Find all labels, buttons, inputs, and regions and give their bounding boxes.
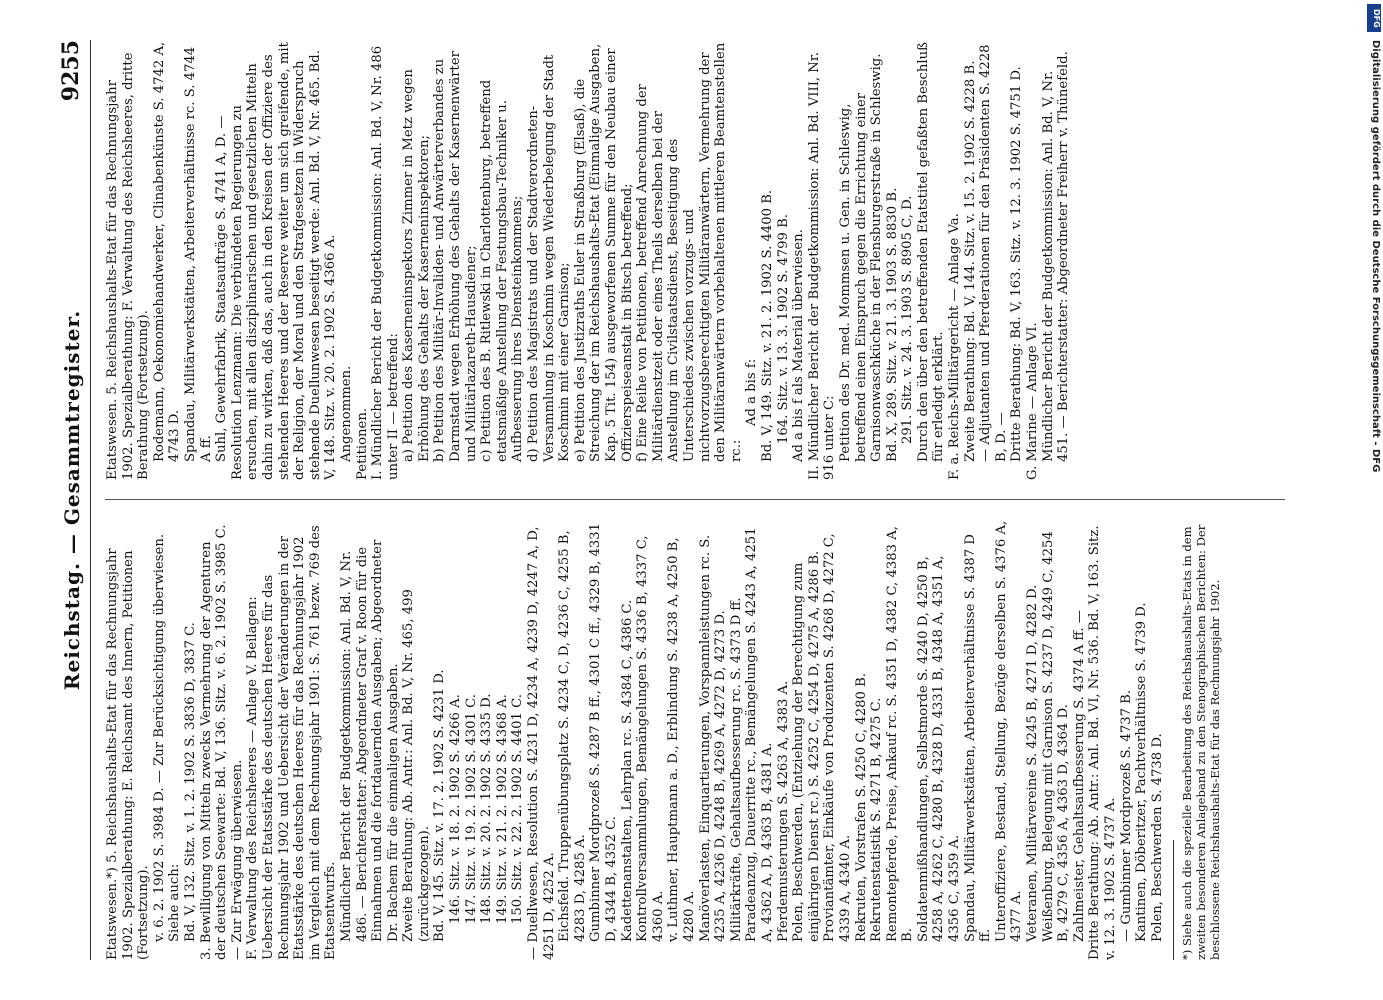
index-entry: Resolution Lenzmann: Die verbündeten Regierungen zu ersuchen, mit allen disziplinarischen und gesetzlichen Mitteln dahin zu wirken, daß das, auch in den Kreisen der Offiziere des stehenden Heeres und der Reserve weiter um sich greifende, mit der Religion, der Moral und den Strafgesetzen in Widerspruch stehende Duellunwesen beseitigt werde: Anl. Bd. V, Nr. 465. Bd. V, 148. Sitz. v. 20. 2. 1902 S. 4366 A. [229, 42, 339, 480]
index-entry: Angenommen. [338, 365, 354, 462]
index-entry: Zweite Berathung: Ab. Antr.: Anl. Bd. V, Nr. 465, 499 (zurückgezogen). [401, 589, 432, 942]
index-entry: 149. Sitz. v. 21. 2. 1902 S. 4368 A. [494, 694, 510, 924]
index-entry: Ad a bis f als Material überwiesen. [791, 229, 807, 462]
index-entry: e) Petition des Justizraths Euler in Straßburg (Elsaß), die Streichung der im Reichshaushalts-Etat (Einmalige Ausgaben, Kap. 5 Tit. 154) ausgeworfenen Summe für den Neubau einer Offizierspeiseanstalt in Bitsch betreffend; [572, 43, 635, 462]
index-entry: Mündlicher Bericht der Budgetkommission: Anl. Bd. V, Nr. 451. — Berichterstatter: Abgeordneter Freiherr v. Thünefeld. [1040, 51, 1072, 462]
index-entry: Zahlmeister, Gehaltsaufbesserung S. 4374 A ff. — [1071, 610, 1087, 942]
column-divider [105, 499, 1285, 500]
index-entry: Polen, Beschwerden S. 4738 D. [1149, 733, 1165, 942]
index-entry: Soldatenmißhandlungen, Selbstmorde S. 4240 D, 4250 B, 4258 A, 4262 C, 4280 B, 4328 D, 4331 B, 4348 A, 4351 A, 4356 C, 4359 A. [915, 555, 963, 942]
index-entry: Dritte Berathung: Bd. V, 163. Sitz. v. 12. 3. 1902 S. 4751 D. [1009, 66, 1025, 462]
index-entry: c) Petition des B. Ritlewski in Charlottenburg, betreffend etatsmäßige Anstellung der Festungsbau-Techniker u. Aufbesserung ihres Diensteinkommens; [479, 79, 526, 462]
index-entry: I. Mündlicher Bericht der Budgetkommission: Anl. Bd. V, Nr. 486 unter II — betreffend: [370, 45, 401, 480]
index-entry: F. a. Reichs-Militärgericht — Anlage Va. [947, 213, 963, 480]
index-entry: Kontrollversammlungen, Bemängelungen S. 4336 B, 4337 C, 4360 A. [635, 535, 666, 942]
index-entry: Petitionen. [354, 407, 370, 480]
index-entry: 148. Sitz. v. 20. 2. 1902 S. 4335 D. [479, 693, 495, 924]
index-entry: Kantinen, Döberitzer, Pachtverhältnisse S. 4739 D. [1134, 602, 1150, 942]
index-entry: Bd. V, 145. Sitz. v. 17. 2. 1902 S. 4231 D. [432, 669, 448, 942]
index-entry: Etatswesen. 5. Reichshaushalts-Etat für das Rechnungsjahr 1902. Spezialberathung: F. Verwaltung des Reichsheeres, dritte Berathung (Fortsetzung). [105, 52, 152, 480]
right-column [105, 40, 1295, 480]
page-header [50, 40, 91, 960]
index-entry: Militärkräfte, Gehaltsaufbesserung rc. S. 4373 D ff. [728, 597, 744, 942]
index-entry: Etatswesen.*) 5. Reichshaushalts-Etat für das Rechnungsjahr 1902. Spezialberathung: E. Reichsamt des Innern, Petitionen (Fortsetzung). [105, 548, 152, 960]
index-entry: v. Luthmer, Hauptmann a. D., Erblindung S. 4238 A, 4250 B, 4280 A. [666, 537, 697, 942]
index-entry: v. 6. 2. 1902 S. 3984 D. — Zur Berücksichtigung überwiesen. [151, 533, 167, 942]
running-title: Reichstag. — Gesammtregister. [60, 309, 84, 691]
index-entry: Rodemann, Oekonomiehandwerker, Clinabenkünste S. 4742 A, 4743 D. [151, 41, 183, 462]
index-entry: G. Marine — Anlage VI. [1025, 322, 1041, 480]
index-entry: Bd. V, 132. Sitz. v. 1. 2. 1902 S. 3836 D, 3837 C. [182, 622, 198, 942]
index-entry: Gumbinner Mordprozeß S. 4287 B ff., 4301 C ff., 4329 B, 4331 D, 4344 B, 4352 C. [588, 522, 619, 942]
index-entry: 291. Sitz. v. 24. 3. 1903 S. 8905 C, D. [900, 195, 916, 444]
index-entry: 3. Bewilligung von Mitteln zwecks Vermehrung der Agenturen der deutschen Seewarte: Bd. V, 136. Sitz. v. 6. 2. 1902 S. 3985 C. — Zur Erwägung überwiesen. [198, 524, 245, 960]
index-entry: Durch den über den betreffenden Etatstitel gefaßten Beschluß für erledigt erklärt. [915, 42, 947, 462]
footnote-rule [1173, 840, 1174, 960]
index-entry: Ad a bis f: [744, 358, 760, 426]
digitization-note: Digitalisierung gefördert durch die Deutsche Forschungsgemeinschaft - DFG [1370, 40, 1381, 473]
footnote: *) Siehe auch die spezielle Bearbeitung des Reichshaushalts-Etats in dem zweiten besonderen Anlageband zu den Stenographischen Berichten: Der beschlossene Reichshaushalts-Etat für das Rechnungsjahr 1902. [1180, 524, 1223, 960]
index-entry: Veteranen, Militärvereine S. 4245 B, 4271 D, 4282 D. [1025, 584, 1041, 942]
document-page [50, 40, 1300, 960]
index-entry: Rekruten, Vorstrafen S. 4250 C, 4280 B. [853, 672, 869, 942]
index-entry: Petition des Dr. med. Mommsen u. Gen. in Schleswig, betreffend einen Einspruch gegen die Errichtung einer Garnisonwaschküche in der Flensburgerstraße in Schleswig. [837, 53, 885, 462]
index-entry: f) Eine Reihe von Petitionen, betreffend Anrechnung der Militärdienstzeit oder eines Theils derselben bei der Anstellung im Civilstaatsdienst, Beseitigung des Unterschiedes zwischen vorzugs- und nichtvorzugsberechtigten Militäranwärtern, Vermehrung der den Militäranwärtern vorbehaltenen mittleren Beamtenstellen rc.: [635, 42, 744, 462]
index-entry: Spandau, Militärwerkstätten, Arbeiterverhältnisse S. 4387 D ff. [962, 534, 994, 942]
index-entry: Paradeanzug, Dauerritte rc., Bemängelungen S. 4243 A, 4251 A, 4362 A, D, 4363 B, 4381 A. [744, 527, 775, 942]
index-entry: II. Mündlicher Bericht der Budgetkommission: Anl. Bd. VIII, Nr. 916 unter C: [806, 52, 838, 480]
index-entry: d) Petition des Magistrats und der Stadtverordneten-Versammlung in Koschmin wegen Wiederbelegung der Stadt Koschmin mit einer Garnison; [526, 54, 573, 462]
index-entry: Spandau, Militärwerkstätten, Arbeiterverhältnisse rc. S. 4744 A ff. [182, 46, 214, 462]
index-entry: a) Petition des Kaserneninspektors Zimmer in Metz wegen Erhöhung des Gehalts der Kaserneninspektoren; [401, 69, 432, 462]
index-entry: Unteroffiziere, Bestand, Stellung, Bezüge derselben S. 4376 A, 4377 A. [993, 520, 1025, 942]
index-entry: Remontepferde, Preise, Ankauf rc. S. 4351 D, 4382 C, 4383 A, B. [884, 526, 916, 942]
index-entry: Polen, Beschwerden, (Entziehung der Berechtigung zum einjährigen Dienst rc.) S. 4252 C, 4254 D, 4275 A, 4286 B. [791, 550, 822, 942]
index-entry: Pferdemusterungen S. 4263 A, 4383 A. [775, 680, 791, 942]
index-entry: 147. Sitz. v. 19. 2. 1902 S. 4301 C. [463, 694, 479, 924]
left-column [105, 520, 1295, 960]
index-entry: Bd. X, 289. Sitz. v. 21. 3. 1903 S. 8830 B. [884, 187, 900, 462]
index-entry: Weißenburg, Belegung mit Garnison S. 4237 D, 4249 C, 4254 B, 4279 C, 4356 A, 4363 D, 4364 D. [1040, 531, 1072, 942]
index-entry: Proviantämter, Einkäufe von Produzenten S. 4268 D, 4272 C, 4339 A, 4340 A. [822, 533, 853, 942]
index-entry: Mündlicher Bericht der Budgetkommission: Anl. Bd. V, Nr. 486. — Berichterstatter: Abgeordneter Graf v. Roon für die Einnahmen und die fortdauernden Ausgaben; Abgeordneter Dr. Bachem für die einmaligen Ausgaben. [338, 539, 401, 942]
index-entry: Dritte Berathung: Ab. Antr.: Anl. Bd. VI, Nr. 536. Bd. V, 163. Sitz. v. 12. 3. 1902 S. 4737 A. [1087, 525, 1118, 960]
index-entry: — Gumbinner Mordprozeß S. 4737 B. [1118, 689, 1134, 942]
index-entry: F. Verwaltung des Reichsheeres — Anlage V. Beilagen: Uebersicht der Etatsstärke des deutschen Heeres für das Rechnungsjahr 1902 und Uebersicht der Veränderungen in der Etatsstärke des deutschen Heeres für das Rechnungsjahr 1902 im Vergleich mit dem Rechnungsjahr 1901: S. 761 bezw. 769 des Etatsentwurfs. [245, 525, 339, 960]
index-entry: Siehe auch: [167, 863, 183, 942]
dfg-logo: DFG [1367, 4, 1381, 32]
index-entry: b) Petition des Militär-Invaliden- und Anwärterverbandes zu Darmstadt wegen Erhöhung des Gehalts der Kasernenwärter und Militärlazareth-Hausdiener; [432, 51, 479, 462]
index-entry: Bd. V, 149. Sitz. v. 21. 2. 1902 S. 4400 B. [759, 189, 775, 462]
index-entry: Suhl, Gewehrfabrik, Staatsaufträge S. 4741 A, D. — [214, 115, 230, 462]
index-entry: Zweite Berathung: Bd. V, 144. Sitz. v. 15. 2. 1902 S. 4228 B. [962, 60, 978, 462]
index-entry: Rekrutenstatistik S. 4271 B, 4275 C. [869, 697, 885, 942]
index-entry: 146. Sitz. v. 18. 2. 1902 S. 4266 A. [448, 694, 464, 924]
index-entry: — Duellwesen, Resolution S. 4231 D, 4234 A, 4239 D, 4247 A, D, 4251 D, 4252 A. [526, 526, 557, 960]
index-entry: Eichsfeld. Truppenübungsplatz S. 4234 C, D, 4236 C, 4255 B, 4283 D, 4285 A. [557, 530, 588, 942]
index-entry: 150. Sitz. v. 22. 2. 1902 S. 4401 C. [510, 694, 526, 924]
index-entry: 164. Sitz. v. 13. 3. 1902 S. 4799 B. [775, 214, 791, 444]
index-entry: — Adjutanten und Pferderationen für den Präsidenten S. 4228 B, D. — [978, 44, 1009, 462]
index-entry: Manöverlasten, Einquartierungen, Vorspannleistungen rc. S. 4235 A, 4236 D, 4248 B, 4269 A, 4272 D, 4273 D. [697, 534, 729, 942]
page-number: 9255 [58, 40, 84, 102]
index-entry: Kadettenanstalten, Lehrplan rc. S. 4384 C, 4386 C. [619, 599, 635, 942]
